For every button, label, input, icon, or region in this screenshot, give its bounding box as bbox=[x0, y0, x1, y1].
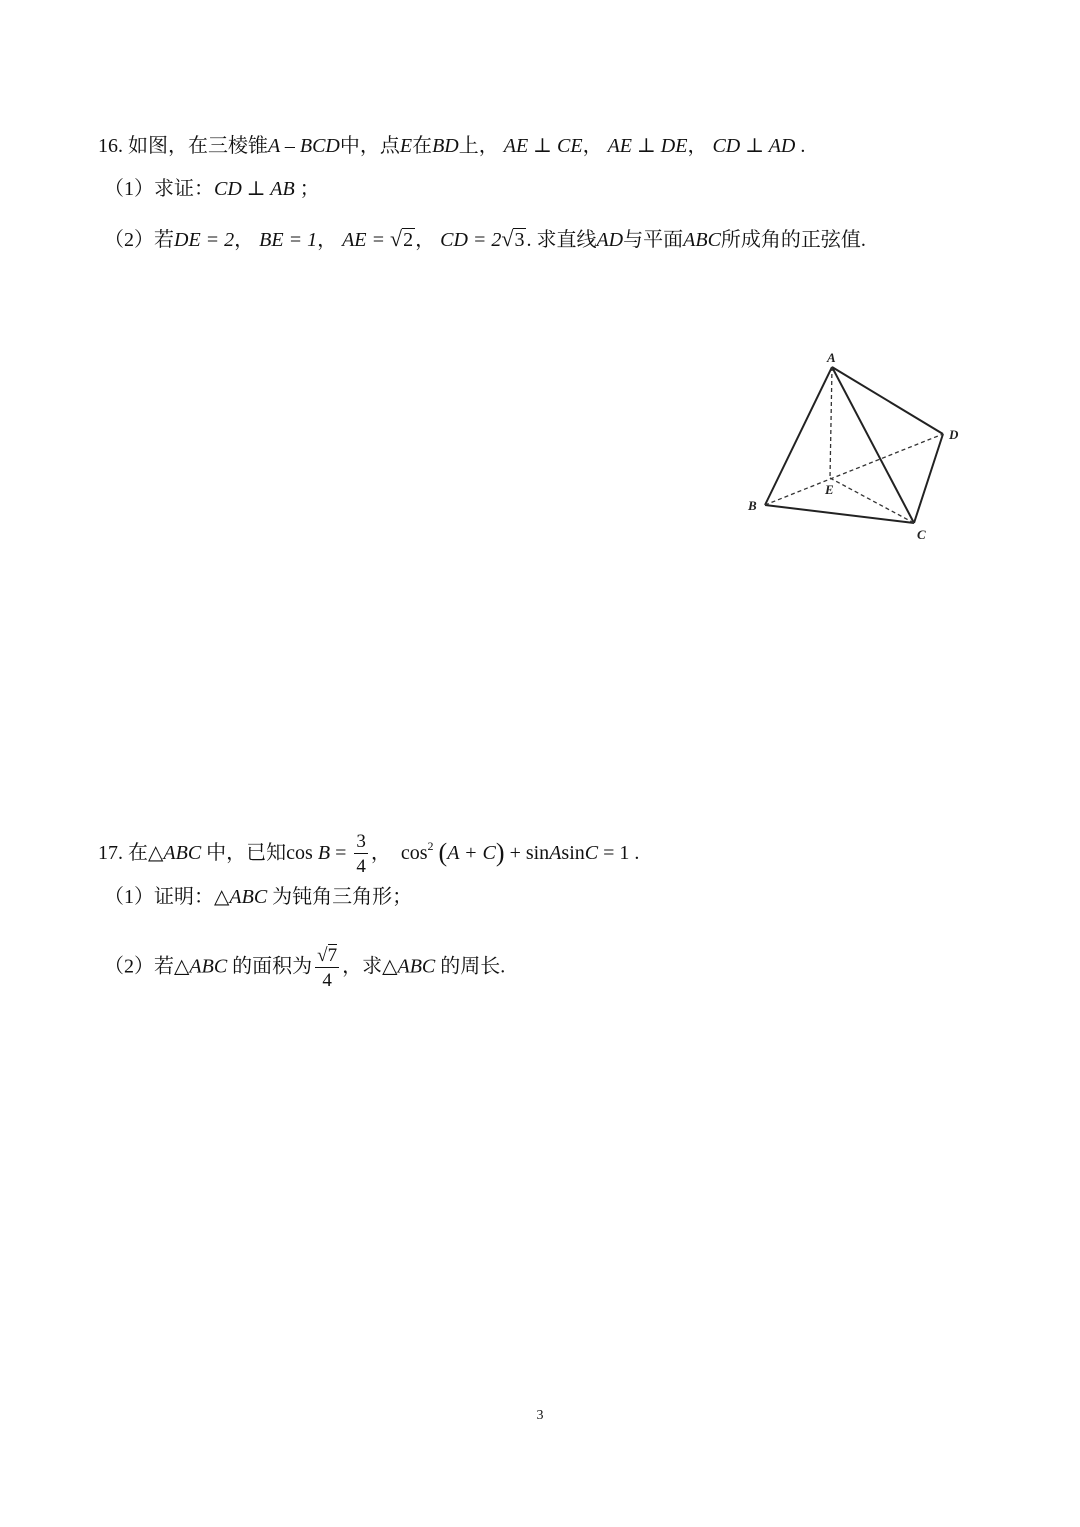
a-plus-c: A + C bbox=[447, 842, 496, 864]
fraction-three-quarters bbox=[354, 832, 368, 876]
q16-ask: 所成角的正弦值. bbox=[720, 229, 866, 251]
q17-text: 中，已知 bbox=[206, 842, 287, 864]
equals-one: = 1 bbox=[598, 842, 630, 864]
segment-bd: BD bbox=[432, 135, 459, 157]
sqrt-7: 7 bbox=[327, 945, 338, 966]
separator: ， bbox=[317, 229, 338, 251]
triangle-abc: ABC bbox=[189, 955, 228, 978]
tetrahedron-figure bbox=[740, 345, 970, 550]
sqrt-3: 3 bbox=[514, 229, 525, 251]
q17-number: 17. bbox=[98, 842, 123, 864]
triangle-abc: ABC bbox=[229, 886, 268, 908]
separator: ， bbox=[415, 229, 436, 251]
q16-stem bbox=[98, 132, 805, 160]
q16-number: 16. bbox=[98, 135, 123, 157]
q16-end: . bbox=[800, 135, 806, 157]
fraction-sqrt7-over-4 bbox=[315, 946, 339, 990]
fraction-numerator bbox=[315, 946, 339, 968]
q17-part2-text: ，求△ bbox=[342, 955, 398, 978]
q17-part2 bbox=[104, 946, 505, 990]
given-cd: CD = 2 bbox=[440, 229, 502, 251]
label-a: A bbox=[827, 350, 836, 365]
q16-text: 在 bbox=[412, 135, 433, 157]
fraction-denominator: 4 bbox=[356, 856, 366, 878]
label-c: C bbox=[917, 527, 926, 542]
page-number: 3 bbox=[536, 1408, 544, 1423]
q17-part2-text: 的周长. bbox=[440, 955, 506, 978]
condition-ae-ce: AE ⊥ CE bbox=[503, 135, 583, 157]
triangle-abc: ABC bbox=[163, 842, 202, 864]
plane-abc: ABC bbox=[683, 229, 721, 251]
paren-open: ( bbox=[438, 838, 448, 867]
q17-end: . bbox=[634, 842, 640, 864]
given-ae: AE = bbox=[342, 229, 391, 251]
q17-text: 在△ bbox=[128, 842, 164, 864]
separator: ， bbox=[234, 229, 255, 251]
cos-label: cos bbox=[400, 842, 428, 864]
q16-part1-end: ； bbox=[299, 178, 320, 200]
tetrahedron-name: A – BCD bbox=[268, 135, 340, 157]
fraction-numerator: 3 bbox=[356, 831, 366, 853]
condition-ae-de: AE ⊥ DE bbox=[607, 135, 688, 157]
q16-ask: . 求直线 bbox=[526, 229, 597, 251]
cos-label: cos bbox=[286, 842, 313, 864]
given-be: BE = 1 bbox=[259, 229, 318, 251]
q16-ask: 与平面 bbox=[623, 229, 684, 251]
label-d: D bbox=[949, 427, 959, 442]
radical-sign: √ bbox=[501, 226, 514, 251]
q17-part1-label: （1）证明：△ bbox=[104, 886, 230, 908]
q16-part2 bbox=[104, 225, 866, 254]
radical-sign: √ bbox=[390, 226, 403, 251]
hidden-edges bbox=[765, 367, 943, 523]
separator: ， bbox=[687, 135, 708, 157]
q16-part1-expr: CD ⊥ AB bbox=[214, 178, 295, 200]
edge-ab bbox=[765, 367, 832, 505]
angle-c: C bbox=[584, 842, 599, 864]
triangle-abc: ABC bbox=[397, 955, 436, 978]
given-de: DE = 2 bbox=[174, 229, 235, 251]
q16-part2-label: （2）若 bbox=[104, 229, 174, 251]
angle-a: A bbox=[549, 842, 562, 864]
q16-text: 中，点 bbox=[339, 135, 400, 157]
fraction-denominator: 4 bbox=[322, 970, 332, 991]
edge-cd bbox=[914, 434, 943, 523]
label-e: E bbox=[825, 482, 834, 497]
radical-sign: √ bbox=[317, 945, 328, 966]
sin-label: sin bbox=[561, 842, 585, 864]
q17-part1-text: 为钝角三角形； bbox=[272, 886, 413, 908]
sin-label: + sin bbox=[504, 842, 550, 864]
edge-bd-dashed bbox=[765, 434, 943, 505]
paren-close: ) bbox=[495, 838, 505, 867]
equals: = bbox=[330, 842, 352, 864]
label-b: B bbox=[748, 498, 757, 513]
condition-cd-ad: CD ⊥ AD bbox=[712, 135, 796, 157]
edge-ae-dashed bbox=[830, 367, 832, 478]
angle-b: B bbox=[317, 842, 331, 864]
q16-part1-label: （1）求证： bbox=[104, 178, 214, 200]
q17-part1 bbox=[104, 883, 412, 911]
q16-part1 bbox=[104, 175, 320, 203]
q17-part2-label: （2）若△ bbox=[104, 955, 190, 978]
q16-text: 如图，在三棱锥 bbox=[128, 135, 268, 157]
edge-ac bbox=[832, 367, 914, 523]
separator: ， bbox=[582, 135, 603, 157]
edge-bc bbox=[765, 505, 914, 523]
q17-stem bbox=[98, 832, 639, 876]
q16-text: 上， bbox=[458, 135, 499, 157]
square-exponent: 2 bbox=[427, 839, 434, 853]
point-e: E bbox=[399, 135, 413, 157]
sqrt-2: 2 bbox=[403, 229, 414, 251]
separator: ， bbox=[370, 842, 391, 864]
line-ad: AD bbox=[596, 229, 624, 251]
q17-part2-text: 的面积为 bbox=[232, 955, 313, 978]
